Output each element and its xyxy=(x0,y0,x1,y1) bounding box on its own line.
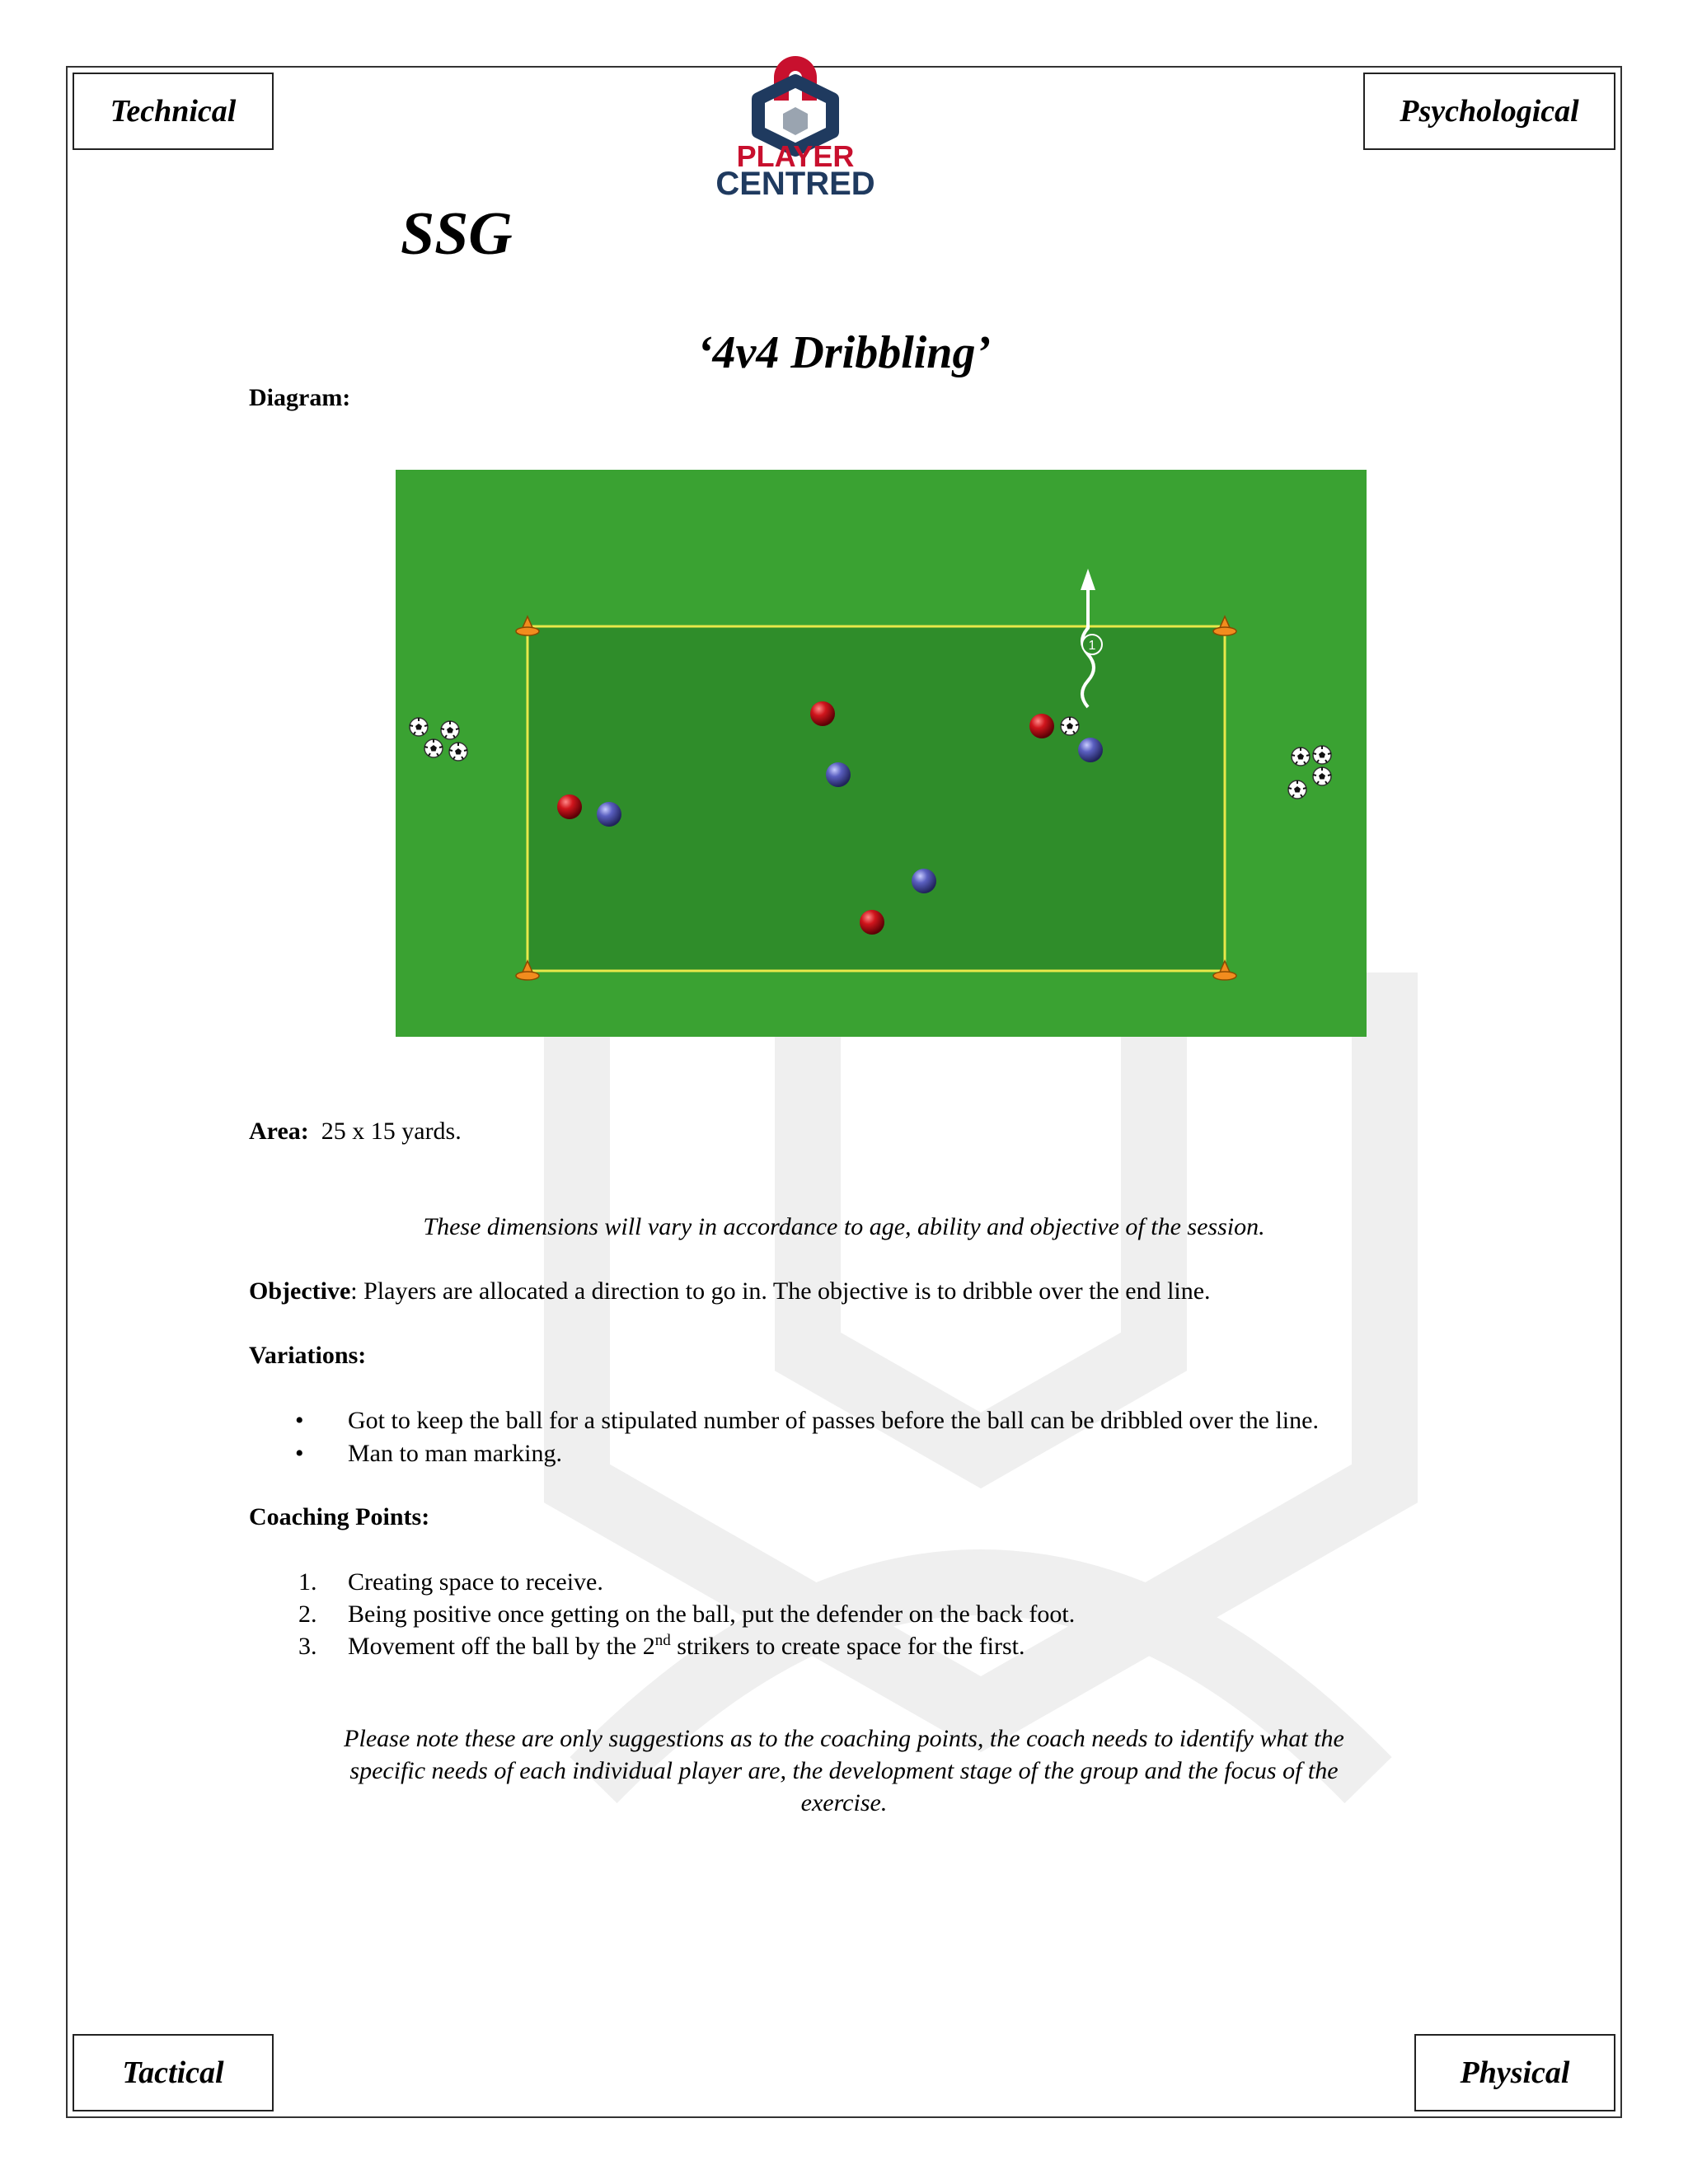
item-text: strikers to create space for the first. xyxy=(670,1633,1025,1660)
logo-mark-icon xyxy=(709,49,882,198)
item-number: 1. xyxy=(298,1568,317,1596)
objective-row xyxy=(249,1277,1211,1305)
coaching-points-list xyxy=(288,1566,1075,1662)
dimensions-note: These dimensions will vary in accordance to age, ability and objective of the session. xyxy=(423,1213,1265,1240)
corner-technical: Technical xyxy=(73,73,274,150)
area-row xyxy=(249,1118,462,1146)
footer-note-line: Please note these are only suggestions as to the coaching points, the coach needs to identify what the xyxy=(344,1725,1344,1752)
area-value: 25 x 15 yards. xyxy=(321,1118,462,1145)
corner-physical: Physical xyxy=(1414,2034,1615,2111)
list-item xyxy=(288,1598,1075,1630)
item-number: 3. xyxy=(298,1633,317,1660)
item-text: Movement off the ball by the 2 xyxy=(348,1633,655,1660)
list-item: • Man to man marking. xyxy=(288,1437,1319,1470)
item-text: Being positive once getting on the ball, put the defender on the back foot. xyxy=(348,1601,1076,1628)
ball-with-player-icon xyxy=(1061,717,1079,735)
variations-label: Variations: xyxy=(249,1342,367,1369)
logo-line2: CENTRED xyxy=(715,166,875,198)
corner-tactical: Tactical xyxy=(73,2034,274,2111)
objective-label: Objective xyxy=(249,1277,351,1305)
arrow-step-label: 1 xyxy=(1088,639,1096,653)
corner-psychological: Psychological xyxy=(1363,73,1615,150)
item-text: Creating space to receive. xyxy=(348,1568,603,1596)
footer-note-line: exercise. xyxy=(800,1789,888,1816)
footer-note xyxy=(0,1722,1688,1819)
diagram-label: Diagram: xyxy=(249,384,351,411)
list-item xyxy=(288,1566,1075,1598)
list-item xyxy=(288,1630,1075,1662)
area-label: Area: xyxy=(249,1118,309,1145)
player-centred-logo xyxy=(709,49,882,198)
list-item: • Got to keep the ball for a stipulated number of passes before the ball can be dribbled over the line. xyxy=(288,1404,1319,1437)
logo-line1: PLAYER xyxy=(736,139,855,173)
ordinal-suffix: nd xyxy=(654,1632,671,1649)
objective-text: : Players are allocated a direction to go in. The objective is to dribble over the end line. xyxy=(350,1277,1211,1305)
variations-list xyxy=(288,1404,1319,1470)
category-heading: SSG xyxy=(401,200,513,268)
page-title: ‘4v4 Dribbling’ xyxy=(696,327,992,378)
item-number: 2. xyxy=(298,1601,317,1628)
coaching-points-label: Coaching Points: xyxy=(249,1503,430,1530)
footer-note-line: specific needs of each individual player are, the development stage of the group and the focus of the xyxy=(349,1757,1339,1784)
pitch-diagram xyxy=(396,470,1367,1037)
